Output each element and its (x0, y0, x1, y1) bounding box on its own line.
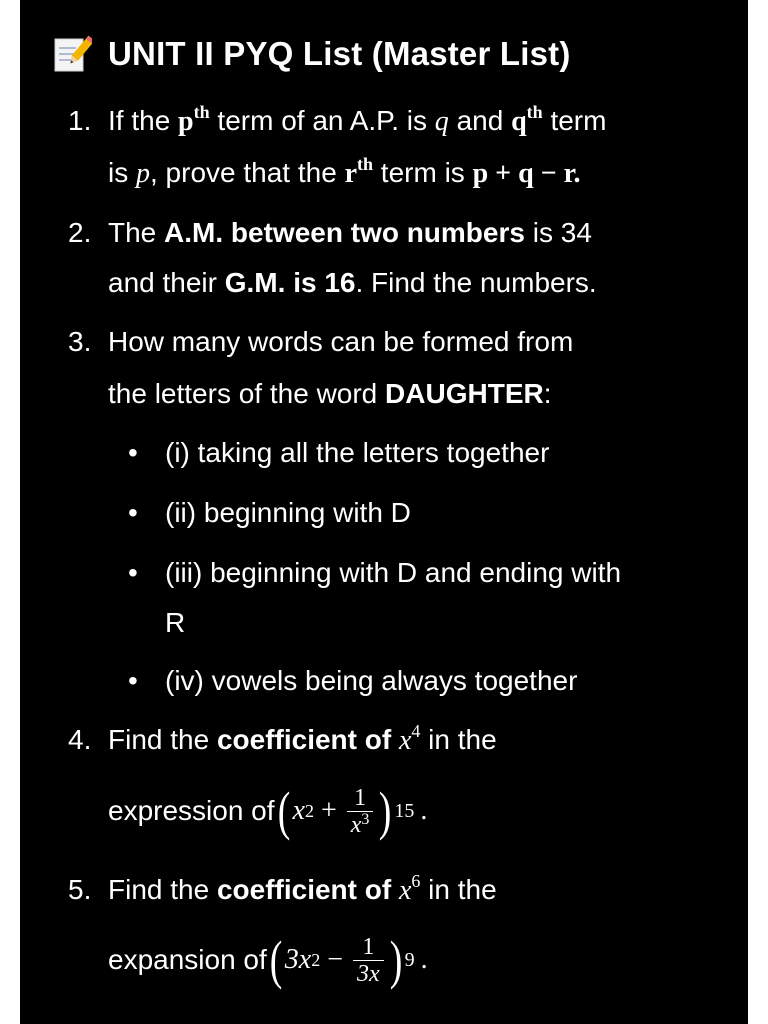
item-5-text-a: Find the (108, 874, 217, 905)
item-4-den-x: x (350, 811, 362, 838)
item-1-l2-p: p (136, 158, 150, 189)
open-paren: ( (269, 930, 283, 990)
bullet-dot: • (128, 665, 138, 696)
item-4-plus: + (313, 795, 344, 826)
item-4-power: 4 (411, 721, 421, 741)
item-5-numerator: 1 (353, 934, 384, 961)
item-3-l2-a: the letters of the word (108, 378, 386, 409)
item-5-line-2: expansion of ( 3x 2 − $\frac{1}{3x}$ ) 9 . (108, 930, 428, 990)
item-1-text-d: term (542, 105, 607, 136)
item-4-denominator (347, 812, 374, 838)
item-4-bold-coefficient: coefficient of (216, 724, 392, 755)
item-2-line-1 (108, 216, 592, 250)
item-4-den-power: 3 (361, 810, 370, 828)
bullet-dot: • (128, 557, 138, 588)
item-4-line-1 (108, 723, 497, 758)
item-2-bold-am: A.M. between two numbers (164, 217, 525, 248)
item-1-q: q (434, 106, 449, 137)
item-3-bullet-3: (iii) beginning with D and ending with (165, 557, 622, 588)
bullet-dot: • (128, 497, 138, 528)
item-5-denominator (353, 961, 384, 987)
item-4-l2-a: expression of (108, 795, 275, 826)
item-1-number: 1. (68, 105, 92, 136)
item-2-line-2 (108, 266, 597, 300)
item-5-den-3x: 3x (357, 960, 380, 987)
item-5-coef: 3x (284, 944, 312, 975)
item-5-number: 5. (68, 874, 92, 905)
item-5-fraction (353, 934, 384, 987)
item-5-minus: − (320, 944, 351, 975)
item-1-l2-a: is (108, 157, 136, 188)
item-4-fraction (347, 785, 374, 838)
item-1-expression: p + q − r (472, 158, 574, 189)
item-1-q2: q (511, 106, 527, 137)
item-4-period: . (420, 795, 428, 826)
item-2-number: 2. (68, 217, 92, 248)
item-3-l2-c: : (543, 378, 552, 409)
close-paren: ) (389, 930, 402, 990)
item-5-line-1 (108, 873, 497, 908)
item-2-text-c: is 34 (524, 217, 592, 248)
item-3-bullet-2: (ii) beginning with D (165, 497, 411, 528)
item-5-period: . (420, 944, 428, 975)
item-1-l2-th: th (357, 154, 374, 174)
item-4-text-a: Find the (108, 724, 217, 755)
item-1-th-2: th (526, 102, 543, 122)
item-3-bullet-4: (iv) vowels being always together (165, 665, 578, 696)
item-4-x: x (398, 725, 412, 756)
item-1-l2-c: term is (373, 157, 473, 188)
item-3-bullet-1: (i) taking all the letters together (165, 437, 550, 468)
document-panel (20, 0, 748, 1024)
close-paren: ) (379, 781, 392, 841)
item-2-l2-a: and their (108, 267, 225, 298)
item-5-bold-coefficient: coefficient of (216, 874, 392, 905)
item-4-number: 4. (68, 724, 92, 755)
item-5-l2-a: expansion of (108, 944, 267, 975)
open-paren: ( (277, 781, 290, 841)
item-1-l2-b: , prove that the (150, 157, 345, 188)
page-title (52, 34, 571, 74)
item-4-text-c: in the (420, 724, 497, 755)
item-3-line-2 (108, 377, 552, 411)
memo-icon (52, 34, 92, 74)
item-5-power: 6 (411, 871, 421, 891)
item-3-bullet-3-cont: R (165, 607, 186, 638)
item-1-text-c: and (448, 105, 512, 136)
item-1-line-1 (108, 104, 606, 139)
item-2-text-a: The (108, 217, 165, 248)
item-1-l2-d: . (573, 158, 581, 189)
item-5-x: x (398, 875, 412, 906)
item-1-l2-r: r (344, 158, 358, 189)
item-5-text-c: in the (420, 874, 497, 905)
item-4-line-2: expression of ( x 2 + $\frac{1}{x^3}$ ) 15 . (108, 781, 428, 841)
item-1-th-1: th (193, 102, 210, 122)
item-1-p: p (178, 106, 194, 137)
item-3-word-daughter: DAUGHTER (385, 378, 544, 409)
item-1-line-2 (108, 156, 581, 191)
title-text: UNIT II PYQ List (Master List) (108, 35, 571, 72)
item-2-bold-gm: G.M. is 16 (224, 267, 356, 298)
item-1-text-a: If the (108, 105, 179, 136)
bullet-dot: • (128, 437, 138, 468)
item-4-numerator: 1 (347, 785, 374, 812)
item-4-base-x: x (292, 795, 305, 826)
item-3-line-1: How many words can be formed from (108, 326, 574, 357)
item-3-number: 3. (68, 326, 92, 357)
item-2-l2-c: . Find the numbers. (355, 267, 597, 298)
item-1-text-b: term of an A.P. is (209, 105, 435, 136)
